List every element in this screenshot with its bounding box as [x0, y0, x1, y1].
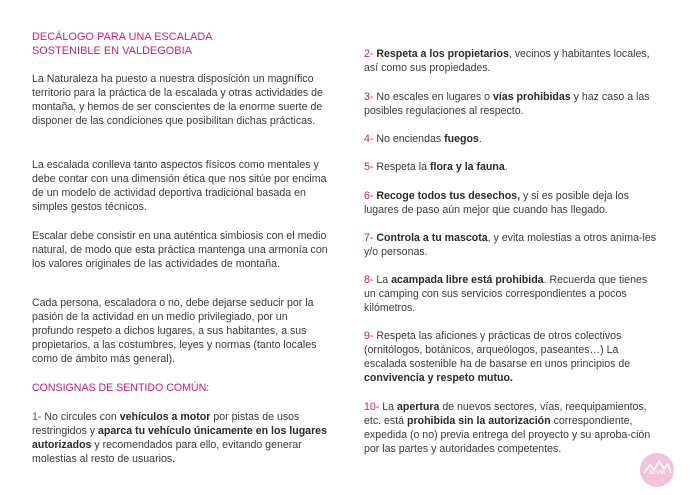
rule-item-6: 6- Recoge todos tus desechos, y si es posible deja los lugares de paso aún mejor que cuando has llegado.	[364, 190, 629, 216]
rule-item-4: 4- No enciendas fuegos.	[364, 133, 482, 145]
intro-paragraph-4: Cada persona, escaladora o no, debe dejarse seducir por la pasión de la actividad en un medio privilegiado, por un profundo respeto a dichos lugares, a sus habitantes, a sus propietarios, a las costumbres, leyes y normas (tanto locales como de ámbito más general).	[32, 297, 317, 365]
intro-paragraph-1: La Naturaleza ha puesto a nuestra disposición un magnífico territorio para la práctica de la escalada y otras actividades de montaña, y hemos de ser conscientes de la enorme suerte de disponer de las condiciones que posibilitan dichas prácticas.	[32, 73, 323, 127]
intro-paragraph-3: Escalar debe consistir en una auténtica simbiosis con el medio natural, de modo que esta práctica mantenga una armonía con los valores originales de las actividades de montaña.	[32, 230, 328, 270]
rule-item-5: 5- Respeta la flora y la fauna.	[364, 161, 508, 173]
rule-item-10: 10- La apertura de nuevos sectores, vías, reequipamientos, etc. está prohibida sin la autorización correspondiente, expedida (o no) previa entrega del proyecto y su aproba-ción por las partes y autoridades competentes.	[364, 401, 651, 455]
rule-item-9: 9- Respeta las aficiones y prácticas de otros colectivos (ornitólogos, botánicos, arqueólogos, paseantes…) La escalada sostenible ha de basarse en unos principios de convivencia y respeto mutuo.	[364, 330, 631, 384]
rule-item-8: 8- La acampada libre está prohibida. Recuerda que tienes un camping con sus servicios correspondientes a pocos kilómetros.	[364, 274, 648, 314]
rule-item-7: 7- Controla a tu mascota, y evita molestias a otros anima-les y/o personas.	[364, 232, 657, 258]
rule-item-2: 2- Respeta a los propietarios, vecinos y habitantes locales, así como sus propiedades.	[364, 48, 650, 74]
section-heading: CONSIGNAS DE SENTIDO COMÚN:	[32, 382, 210, 394]
logo-text: ALVM	[648, 470, 666, 476]
rule-item-3: 3- No escales en lugares o vías prohibidas y haz caso a las posibles regulaciones al respecto.	[364, 91, 650, 117]
rule-item-1: 1- No circules con vehículos a motor por pistas de usos restringidos y aparca tu vehículo únicamente en los lugares autorizados y recomendados para ello, evitando generar molestias al resto de usuarios.	[32, 411, 327, 465]
rule-number: 1-	[32, 411, 42, 423]
document-title: DECÁLOGO PARA UNA ESCALADA SOSTENIBLE EN VALDEGOBIA	[32, 31, 213, 57]
intro-paragraph-2: La escalada conlleva tanto aspectos físicos como mentales y debe contar con una dimensión ética que nos sitúe por encima de un modelo de actividad deportiva tradicional basada en simples gestos técnicos.	[32, 159, 327, 213]
